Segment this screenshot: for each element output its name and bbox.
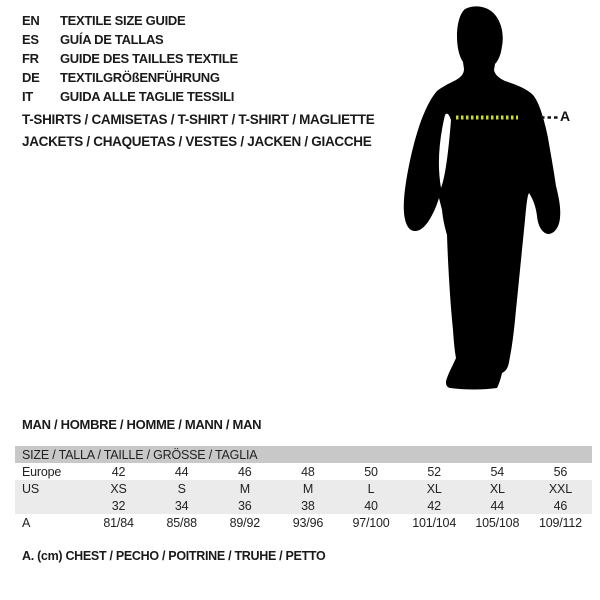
table-cell: 93/96	[292, 515, 324, 530]
table-cell: 56	[553, 464, 568, 479]
size-table-header: SIZE / TALLA / TAILLE / GRÖSSE / TAGLIA	[15, 446, 592, 463]
language-title: GUIDA ALLE TAGLIE TESSILI	[60, 89, 235, 104]
category-line-jackets: JACKETS / CHAQUETAS / VESTES / JACKEN / GIACCHE	[22, 134, 372, 149]
table-cell: 34	[174, 498, 189, 513]
table-cell: 46	[553, 498, 568, 513]
table-row-label: A	[22, 515, 31, 530]
language-code: ES	[22, 32, 39, 47]
table-cell: 48	[301, 464, 315, 479]
table-cell: 44	[174, 464, 189, 479]
man-silhouette-shape	[404, 6, 561, 389]
language-title: TEXTILE SIZE GUIDE	[60, 13, 186, 28]
table-cell: XL	[426, 481, 442, 496]
table-cell: XS	[110, 481, 127, 496]
garment-categories	[22, 109, 374, 153]
language-row	[22, 68, 238, 87]
table-cell: 97/100	[352, 515, 390, 530]
table-row-chest	[15, 514, 592, 531]
table-row-us	[15, 480, 592, 497]
language-row	[22, 30, 238, 49]
table-cell: 81/84	[103, 515, 134, 530]
table-cell: L	[367, 481, 375, 496]
table-cell: 46	[238, 464, 252, 479]
table-cell: 85/88	[166, 515, 197, 530]
table-cell: 36	[238, 498, 252, 513]
table-cell: 44	[490, 498, 505, 513]
table-row-numeric	[15, 497, 592, 514]
language-title: GUIDE DES TAILLES TEXTILE	[60, 51, 238, 66]
language-title: GUÍA DE TALLAS	[60, 32, 164, 47]
table-cell: 42	[427, 498, 441, 513]
table-cell: 32	[111, 498, 126, 513]
language-code: IT	[22, 89, 33, 104]
language-code: FR	[22, 51, 39, 66]
table-cell: 50	[364, 464, 378, 479]
table-cell: 40	[364, 498, 378, 513]
table-cell: 105/108	[475, 515, 520, 530]
language-row	[22, 11, 238, 30]
table-cell: M	[302, 481, 314, 496]
table-cell: 101/104	[412, 515, 457, 530]
table-row-europe	[15, 463, 592, 480]
table-cell: 89/92	[229, 515, 260, 530]
language-list	[22, 11, 238, 106]
section-title-man: MAN / HOMBRE / HOMME / MANN / MAN	[22, 417, 262, 432]
table-cell: 54	[490, 464, 505, 479]
table-cell: 109/112	[539, 515, 582, 530]
table-row-label: Europe	[22, 464, 62, 479]
language-row	[22, 49, 238, 68]
man-silhouette-svg	[395, 0, 590, 400]
table-row-label: US	[22, 481, 39, 496]
measurement-footnote: A. (cm) CHEST / PECHO / POITRINE / TRUHE / PETTO	[22, 549, 326, 563]
language-title: TEXTILGRÖßENFÜHRUNG	[60, 70, 220, 85]
language-code: EN	[22, 13, 40, 28]
man-silhouette-figure	[395, 0, 590, 400]
table-cell: 42	[111, 464, 126, 479]
table-cell: 52	[427, 464, 441, 479]
table-cell: 38	[301, 498, 315, 513]
table-cell: S	[177, 481, 186, 496]
table-cell: XL	[489, 481, 505, 496]
language-row	[22, 87, 238, 106]
language-code: DE	[22, 70, 40, 85]
table-cell: XXL	[548, 481, 572, 496]
measure-label-a: A	[560, 108, 571, 124]
size-table	[15, 446, 592, 531]
category-line-tshirts: T-SHIRTS / CAMISETAS / T-SHIRT / T-SHIRT / MAGLIETTE	[22, 112, 375, 127]
table-cell: M	[239, 481, 250, 496]
